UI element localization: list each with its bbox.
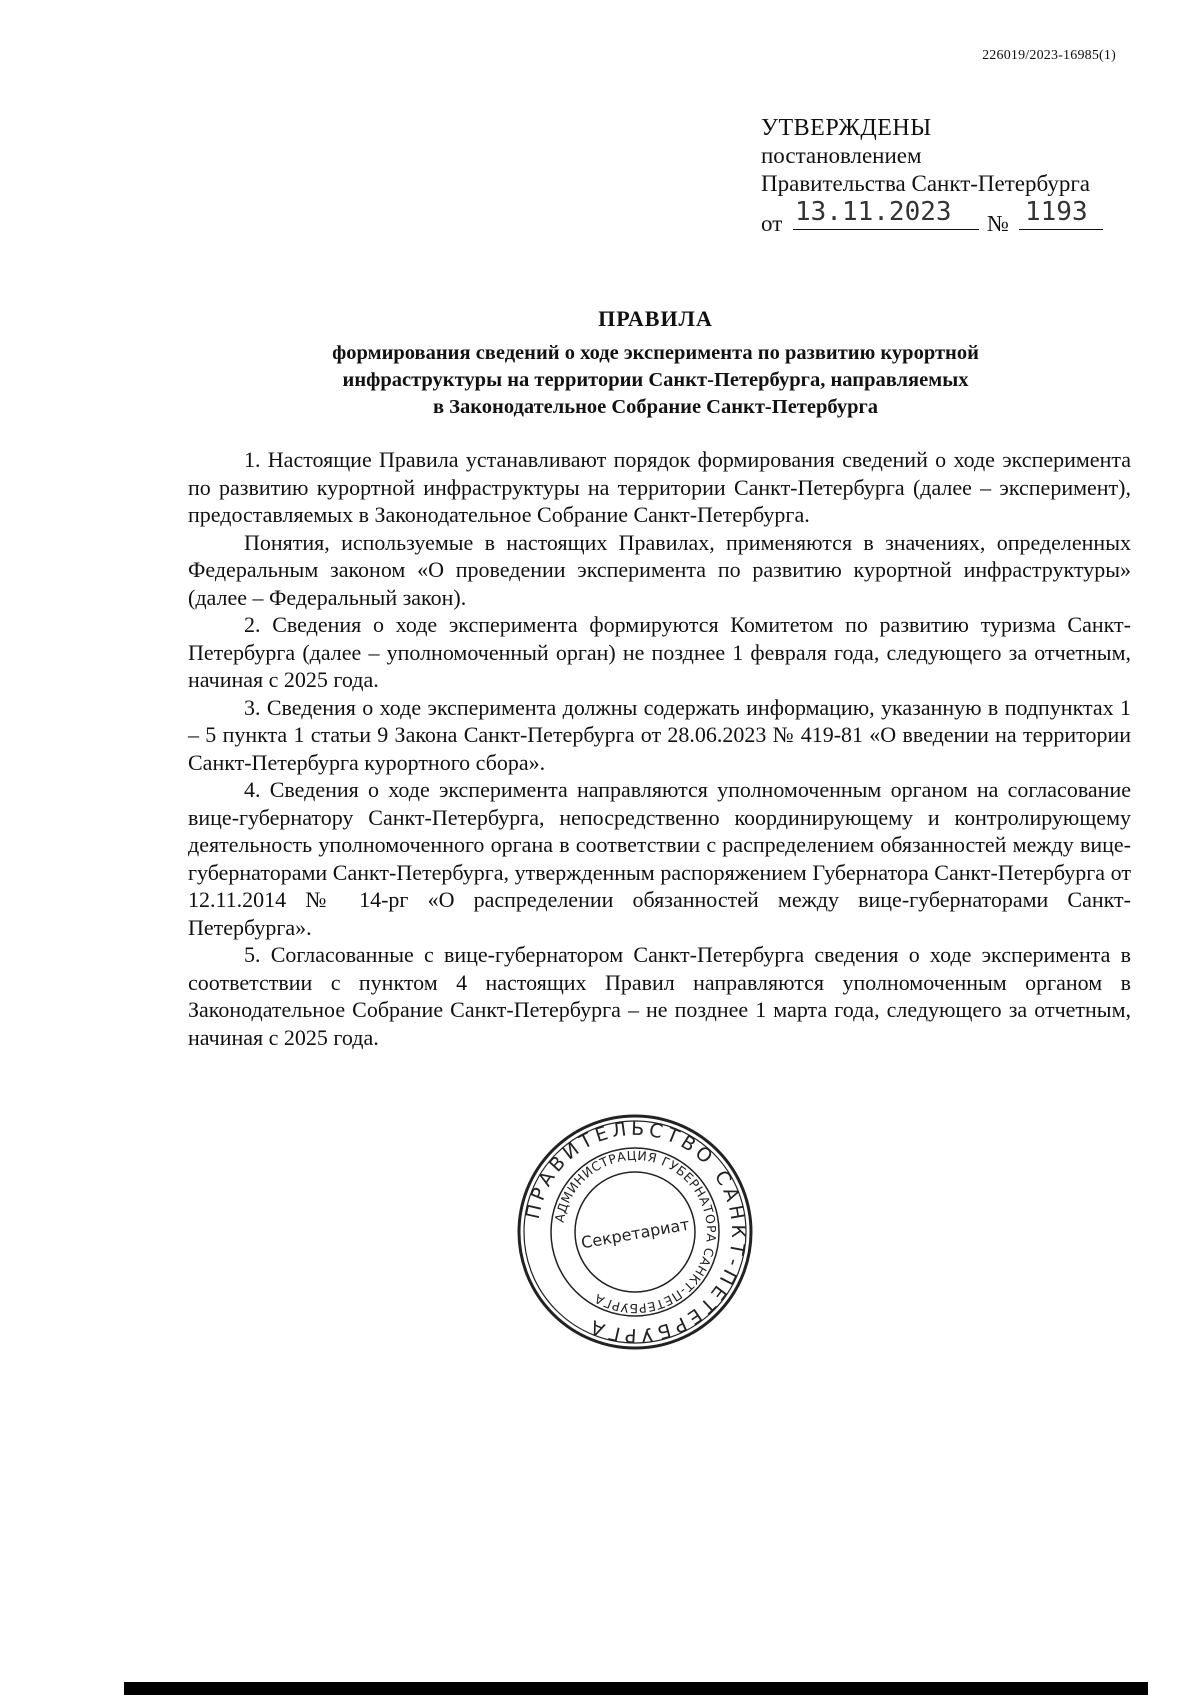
document-body (188, 446, 1131, 1051)
stamp-outer-text: ПРАВИТЕЛЬСТВО САНКТ-ПЕТЕРБУРГА (521, 1117, 750, 1347)
document-subtitle-line-1: формирования сведений о ходе эксперимента по развитию курортной (332, 342, 979, 364)
approval-block (761, 114, 1121, 240)
from-label: от (761, 211, 783, 236)
approval-number: 1193 (1019, 198, 1103, 230)
paragraph-2: 2. Сведения о ходе эксперимента формируются Комитетом по развитию туризма Санкт-Петербурга (далее – уполномоченный орган) не позднее 1 февраля года, следующего за отчетным, начиная с 2025 года. (188, 612, 1131, 692)
paragraph-definitions: Понятия, используемые в настоящих Правилах, применяются в значениях, определенных Федеральным законом «О проведении эксперимента по развитию курортной инфраструктуры» (далее – Федеральный закон). (188, 529, 1131, 610)
stamp-inner-text: АДМИНИСТРАЦИЯ ГУБЕРНАТОРА САНКТ-ПЕТЕРБУРГА (551, 1147, 720, 1317)
document-heading (180, 306, 1131, 421)
document-registration-number: 226019/2023-16985(1) (982, 48, 1116, 63)
approval-line-2: Правительства Санкт-Петербурга (761, 171, 1090, 196)
paragraph-5: 5. Согласованные с вице-губернатором Санкт-Петербурга сведения о ходе эксперимента в соответствии с пунктом 4 настоящих Правил направляются уполномоченным органом в Законодательное Собрание Санкт-Петербурга – не позднее 1 марта года, следующего за отчетным, начиная с 2025 года. (188, 942, 1131, 1050)
stamp-center-text: Секретариат (579, 1214, 691, 1253)
approval-date: 13.11.2023 (793, 198, 979, 230)
approval-title: УТВЕРЖДЕНЫ (761, 115, 932, 141)
document-title: ПРАВИЛА (598, 306, 713, 331)
official-seal-stamp (515, 1112, 755, 1352)
paragraph-1: 1. Настоящие Правила устанавливают порядок формирования сведений о ходе эксперимента по развитию курортной инфраструктуры на территории Санкт-Петербурга (далее – эксперимент), предоставляемых в Законодательное Собрание Санкт-Петербурга. (188, 447, 1131, 527)
approval-date-row (761, 197, 1121, 240)
document-subtitle-line-2: инфраструктуры на территории Санкт-Петербурга, направляемых (342, 369, 969, 391)
seal-icon (515, 1112, 755, 1352)
paragraph-3: 3. Сведения о ходе эксперимента должны содержать информацию, указанную в подпунктах 1 – 5 пункта 1 статьи 9 Закона Санкт-Петербурга от 28.06.2023 № 419-81 «О введении на территории Санкт-Петербурга курортного сбора». (188, 694, 1131, 775)
approval-line-1: постановлением (761, 143, 922, 168)
number-label: № (987, 211, 1009, 236)
document-subtitle-line-3: в Законодательное Собрание Санкт-Петербурга (432, 396, 879, 418)
paragraph-4: 4. Сведения о ходе эксперимента направляются уполномоченным органом на согласование вице-губернатору Санкт-Петербурга, непосредственно координирующему и контролирующему деятельность уполномоченного органа в соответствии с распределением обязанностей между вице-губернаторами Санкт-Петербурга, утвержденным распоряжением Губернатора Санкт-Петербурга от 12.11.2014 № 14-рг «О распределении обязанностей между вице-губернаторами Санкт-Петербурга». (188, 777, 1131, 940)
scan-edge-bar (124, 1682, 1148, 1695)
